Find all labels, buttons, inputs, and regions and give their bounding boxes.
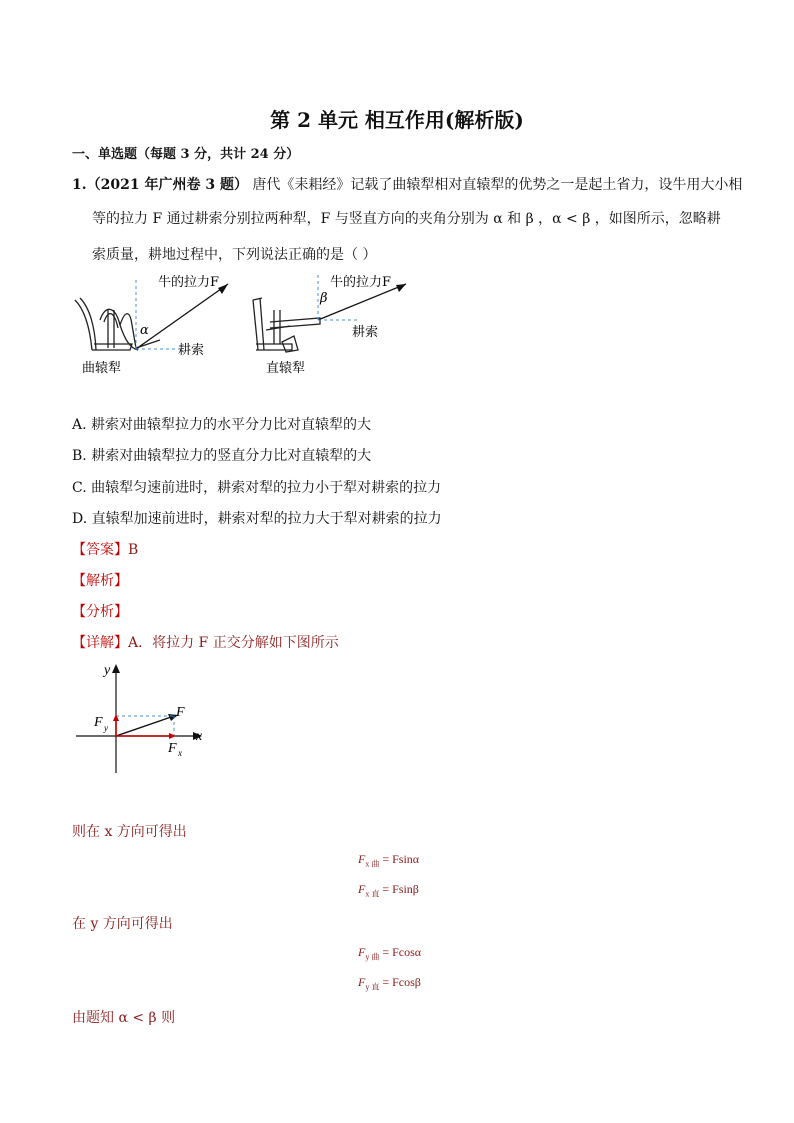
formula-fx-straight: $F_{x 直} = Fsin\beta$ [358, 882, 419, 899]
question-source: （2021 年广州卷 3 题） [86, 177, 248, 193]
answer-tag: 【答案】 [72, 542, 128, 558]
detail-text: A．将拉力 F 正交分解如下图所示 [128, 635, 339, 651]
formula-fy-curved: $F_{y 曲} = Fcos\alpha$ [358, 945, 422, 962]
right-rope-label: 耕索 [352, 325, 379, 340]
fy-subscript: y [104, 723, 108, 733]
option-c: C. 曲辕犁匀速前进时，耕索对犁的拉力小于犁对耕索的拉力 [72, 480, 442, 496]
conclusion-text: 由题知 α < β 则 [72, 1010, 176, 1026]
fy-label: F [94, 715, 103, 730]
right-force-label: 牛的拉力F [330, 275, 392, 290]
left-caption: 曲辕犁 [82, 361, 122, 376]
plough-figure [70, 270, 430, 382]
answer-line [72, 539, 138, 559]
fx-label: F [168, 741, 177, 756]
analysis-tag: 【解析】 [72, 573, 128, 589]
right-caption: 直辕犁 [266, 361, 306, 376]
straight-plough-drawing [253, 298, 320, 352]
y-axis-label: y [104, 663, 111, 678]
detail-tag: 【详解】 [72, 635, 128, 651]
answer-value: B [128, 542, 139, 558]
option-a: A. 耕索对曲辕犁拉力的水平分力比对直辕犁的大 [72, 417, 372, 433]
left-force-label: 牛的拉力F [158, 275, 220, 290]
question-line-1 [72, 174, 742, 194]
alpha-label: α [140, 323, 149, 338]
left-rope-label: 耕索 [178, 343, 205, 358]
section-heading: 一、单选题（每题 3 分，共计 24 分） [72, 147, 300, 162]
option-d: D. 直辕犁加速前进时，耕索对犁的拉力大于犁对耕索的拉力 [72, 511, 442, 527]
page-title: 第 2 单元 相互作用(解析版) [270, 108, 524, 132]
question-line-3: 索质量，耕地过程中，下列说法正确的是（ ） [92, 247, 377, 263]
formula-fy-straight: $F_{y 直} = Fcos\beta$ [358, 975, 421, 992]
question-text-1: 唐代《耒耜经》记载了曲辕犁相对直辕犁的优势之一是起土省力，设牛用大小相 [252, 177, 743, 193]
decomposition-figure [72, 658, 212, 778]
fx-subscript: x [178, 748, 182, 758]
detail-line [72, 632, 339, 652]
x-axis-label: x [196, 729, 203, 744]
force-label: F [176, 705, 185, 720]
x-direction-text: 则在 x 方向可得出 [72, 824, 187, 840]
y-direction-text: 在 y 方向可得出 [72, 916, 173, 932]
question-line-2: 等的拉力 F 通过耕索分别拉两种犁，F 与竖直方向的夹角分别为 α 和 β ，α < β ，如图所示，忽略耕 [92, 211, 721, 227]
fenxi-tag: 【分析】 [72, 604, 128, 620]
formula-fx-curved: $F_{x 曲} = Fsin\alpha$ [358, 852, 420, 869]
beta-label: β [320, 291, 328, 306]
option-b: B. 耕索对曲辕犁拉力的竖直分力比对直辕犁的大 [72, 448, 372, 464]
question-number: 1. [72, 177, 87, 193]
curved-force-arrow [136, 284, 228, 349]
